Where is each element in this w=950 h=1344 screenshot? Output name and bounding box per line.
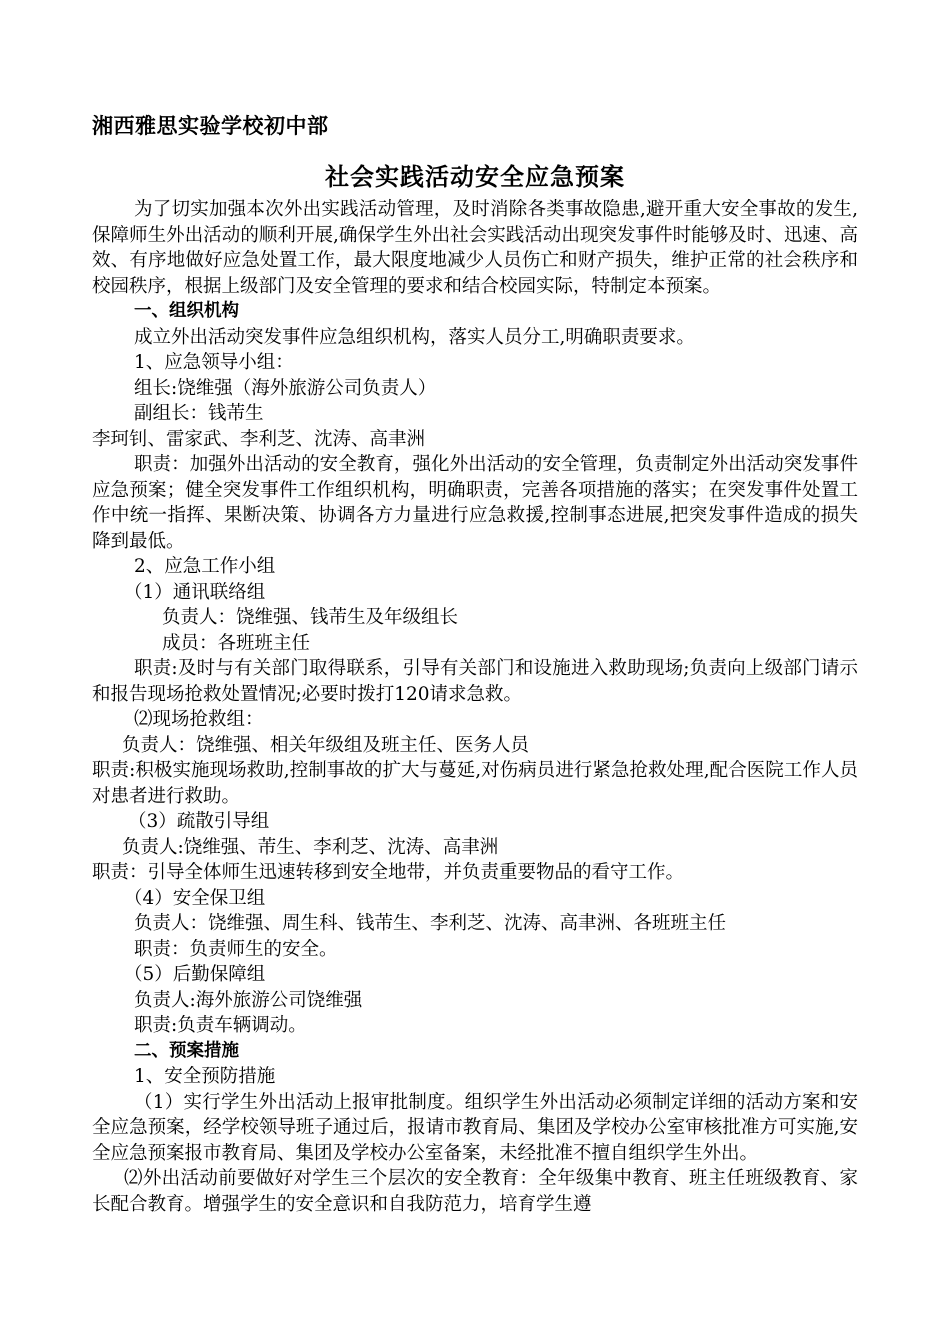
- group-evacuation-lead: 负责人:饶维强、芾生、李利芝、沈涛、高聿洲: [122, 836, 499, 858]
- group-security-duties: 职责：负责师生的安全。: [134, 938, 338, 960]
- measure-approval: （1）实行学生外出活动上报审批制度。组织学生外出活动必须制定详细的活动方案和安全应急预案，经学校领导班子通过后，报请市教育局、集团及学校办公室审核批准方可实施,安全应急预案报市教育局、集团及学校办公室备案，未经批准不擅自组织学生外出。: [92, 1091, 858, 1164]
- group-evacuation-duties: 职责：引导全体师生迅速转移到安全地带，并负责重要物品的看守工作。: [92, 862, 685, 883]
- group-communication-members: 成员：各班班主任: [162, 632, 311, 654]
- group-logistics-lead: 负责人:海外旅游公司饶维强: [134, 989, 363, 1011]
- group-security-title: （4）安全保卫组: [124, 887, 266, 909]
- group-rescue-title: ⑵现场抢救组：: [134, 709, 264, 730]
- leader-line: 组长:饶维强（海外旅游公司负责人）: [134, 377, 437, 399]
- members-line: 李珂钊、雷家武、李利芝、沈涛、高聿洲: [92, 428, 426, 450]
- measure-education: ⑵外出活动前要做好对学生三个层次的安全教育：全年级集中教育、班主任班级教育、家长配合教育。增强学生的安全意识和自我防范力，培育学生遵: [92, 1168, 858, 1215]
- leadership-duties: 职责：加强外出活动的安全教育，强化外出活动的安全管理，负责制定外出活动突发事件应急预案；健全突发事件工作组织机构，明确职责，完善各项措施的落实；在突发事件处置工作中统一指挥、果断决策、协调各方力量进行应急救援,控制事态进展,把突发事件造成的损失降到最低。: [92, 454, 858, 552]
- group-rescue-duties: 职责:积极实施现场救助,控制事故的扩大与蔓延,对伤病员进行紧急抢救处理,配合医院工作人员对患者进行救助。: [92, 760, 858, 807]
- group-communication-lead: 负责人：饶维强、钱芾生及年级组长: [162, 607, 459, 628]
- deputy-leader-line: 副组长：钱芾生: [134, 403, 264, 424]
- group-logistics-duties: 职责:负责车辆调动。: [134, 1015, 307, 1036]
- document-title: 社会实践活动安全应急预案: [325, 163, 625, 191]
- group-logistics-title: （5）后勤保障组: [124, 964, 266, 985]
- section-heading-measures: 二、预案措施: [134, 1040, 239, 1061]
- school-name: 湘西雅思实验学校初中部: [92, 114, 329, 138]
- subsection-leadership-group: 1、应急领导小组：: [134, 352, 294, 373]
- group-communication-duties: 职责:及时与有关部门取得联系，引导有关部门和设施进入救助现场;负责向上级部门请示和报告现场抢救处置情况;必要时拨打120请求急救。: [92, 658, 858, 705]
- subsection-work-groups: 2、应急工作小组: [134, 556, 276, 577]
- organization-intro: 成立外出活动突发事件应急组织机构，落实人员分工,明确职责要求。: [134, 326, 695, 348]
- section-heading-organization: 一、组织机构: [134, 301, 239, 321]
- group-communication-title: （1）通讯联络组: [124, 581, 266, 603]
- document-body: [92, 197, 858, 1217]
- group-security-lead: 负责人：饶维强、周生科、钱芾生、李利芝、沈涛、高聿洲、各班班主任: [134, 913, 727, 934]
- group-rescue-lead: 负责人：饶维强、相关年级组及班主任、医务人员: [122, 734, 530, 756]
- intro-paragraph: 为了切实加强本次外出实践活动管理，及时消除各类事故隐患,避开重大安全事故的发生,保障师生外出活动的顺利开展,确保学生外出社会实践活动出现突发事件时能够及时、迅速、高效、有序地做好应急处置工作，最大限度地减少人员伤亡和财产损失，维护正常的社会秩序和校园秩序，根据上级部门及安全管理的要求和结合校园实际，特制定本预案。: [92, 199, 858, 297]
- subsection-prevention: 1、安全预防措施: [134, 1066, 276, 1087]
- group-evacuation-title: （3）疏散引导组: [128, 811, 270, 832]
